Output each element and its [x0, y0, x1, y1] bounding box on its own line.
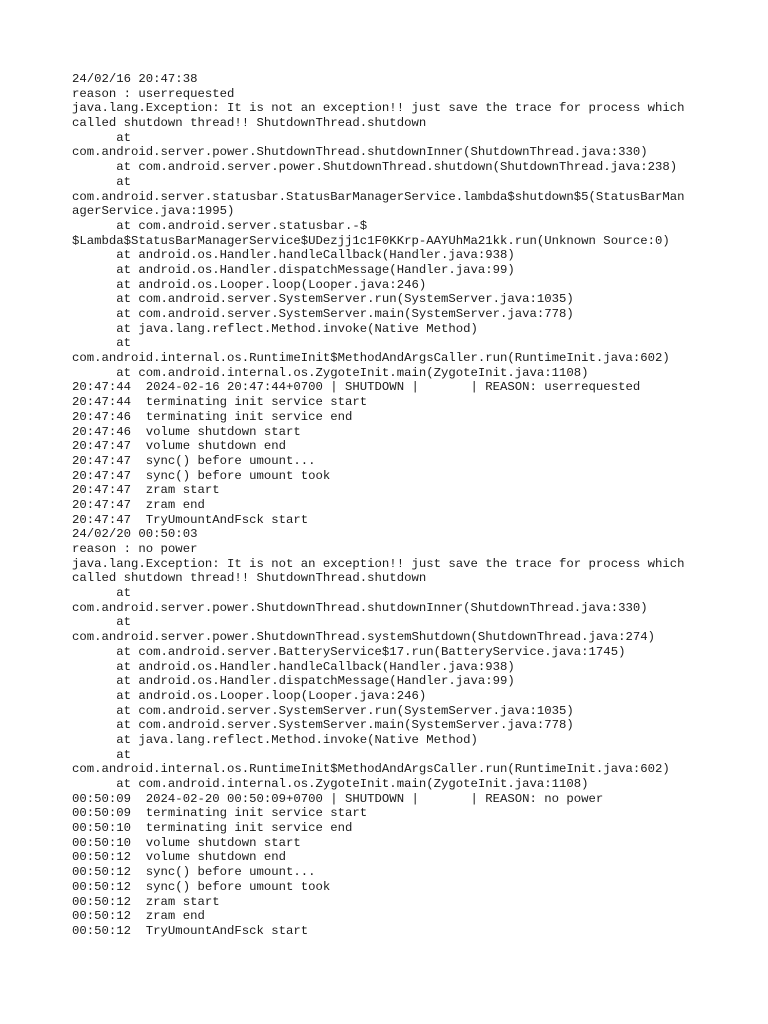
log-line: 00:50:10 terminating init service end — [72, 821, 353, 836]
log-line: at — [72, 174, 132, 189]
log-line: 00:50:12 volume shutdown end — [72, 850, 287, 865]
log-line: reason : userrequested — [72, 86, 235, 101]
log-line: com.android.internal.os.RuntimeInit$MethodAndArgsCaller.run(RuntimeInit.java:602) — [72, 762, 670, 777]
log-line: at — [72, 336, 132, 351]
log-line: at java.lang.reflect.Method.invoke(Native Method) — [72, 732, 478, 747]
log-line: 20:47:46 volume shutdown start — [72, 424, 301, 439]
log-line: agerService.java:1995) — [72, 204, 235, 219]
log-line: at android.os.Handler.handleCallback(Handler.java:938) — [72, 659, 515, 674]
log-line: at com.android.server.statusbar.-$ — [72, 218, 368, 233]
log-line: 00:50:12 sync() before umount... — [72, 865, 316, 880]
log-line: com.android.server.power.ShutdownThread.shutdownInner(ShutdownThread.java:330) — [72, 600, 648, 615]
log-line: at com.android.internal.os.ZygoteInit.main(ZygoteInit.java:1108) — [72, 777, 589, 791]
log-line: java.lang.Exception: It is not an exception!! just save the trace for process which — [72, 101, 685, 116]
log-line: 20:47:47 zram start — [72, 483, 220, 498]
log-line: 00:50:10 volume shutdown start — [72, 835, 301, 850]
log-line: at android.os.Handler.handleCallback(Handler.java:938) — [72, 248, 515, 263]
log-line: called shutdown thread!! ShutdownThread.shutdown — [72, 116, 427, 131]
log-line: at com.android.server.SystemServer.run(SystemServer.java:1035) — [72, 703, 574, 718]
log-line: 20:47:44 2024-02-16 20:47:44+0700 | SHUTDOWN | | REASON: userrequested — [72, 380, 641, 395]
log-line: at com.android.server.BatteryService$17.run(BatteryService.java:1745) — [72, 644, 626, 659]
log-line: 00:50:12 TryUmountAndFsck start — [72, 923, 309, 938]
log-line: 00:50:09 terminating init service start — [72, 806, 368, 821]
log-line: at com.android.server.SystemServer.run(SystemServer.java:1035) — [72, 292, 574, 307]
log-line: 20:47:47 sync() before umount... — [72, 453, 316, 468]
log-line: com.android.server.power.ShutdownThread.systemShutdown(ShutdownThread.java:274) — [72, 630, 655, 645]
log-line: $Lambda$StatusBarManagerService$UDezjj1c1F0KKrp-AAYUhMa21kk.run(Unknown Source:0) — [72, 233, 670, 248]
log-line: at com.android.server.power.ShutdownThread.shutdown(ShutdownThread.java:238) — [72, 160, 678, 175]
log-line: 24/02/16 20:47:38 — [72, 72, 198, 86]
log-line: 24/02/20 00:50:03 — [72, 527, 198, 542]
log-line: com.android.server.statusbar.StatusBarManagerService.lambda$shutdown$5(StatusBarMan — [72, 189, 685, 204]
log-line: at — [72, 615, 132, 630]
log-line: 20:47:44 terminating init service start — [72, 395, 368, 410]
log-line: 00:50:12 sync() before umount took — [72, 879, 331, 894]
log-line: at android.os.Looper.loop(Looper.java:246) — [72, 277, 427, 292]
log-line: at com.android.server.SystemServer.main(SystemServer.java:778) — [72, 307, 574, 321]
log-line: 20:47:47 TryUmountAndFsck start — [72, 512, 309, 527]
log-line: at android.os.Handler.dispatchMessage(Handler.java:99) — [72, 262, 515, 277]
log-line: at android.os.Handler.dispatchMessage(Handler.java:99) — [72, 674, 515, 689]
log-line: 20:47:47 sync() before umount took — [72, 468, 331, 483]
log-line: 20:47:47 volume shutdown end — [72, 439, 287, 454]
log-line: 20:47:46 terminating init service end — [72, 409, 353, 424]
log-line: at android.os.Looper.loop(Looper.java:246) — [72, 688, 427, 703]
log-line: at java.lang.reflect.Method.invoke(Native Method) — [72, 321, 478, 336]
log-line: 00:50:12 zram start — [72, 894, 220, 909]
log-line: 20:47:47 zram end — [72, 497, 205, 512]
log-line: at com.android.server.SystemServer.main(SystemServer.java:778) — [72, 718, 574, 733]
log-line: com.android.server.power.ShutdownThread.shutdownInner(ShutdownThread.java:330) — [72, 145, 648, 160]
log-line: at — [72, 586, 132, 601]
log-line: at — [72, 747, 132, 762]
log-document — [72, 72, 712, 939]
log-line: at com.android.internal.os.ZygoteInit.main(ZygoteInit.java:1108) — [72, 365, 589, 380]
log-line: com.android.internal.os.RuntimeInit$MethodAndArgsCaller.run(RuntimeInit.java:602) — [72, 351, 670, 366]
log-line: 00:50:12 zram end — [72, 909, 205, 924]
log-line: reason : no power — [72, 542, 198, 556]
log-line: called shutdown thread!! ShutdownThread.shutdown — [72, 571, 427, 586]
log-line: at — [72, 130, 132, 145]
log-line: 00:50:09 2024-02-20 00:50:09+0700 | SHUTDOWN | | REASON: no power — [72, 791, 604, 806]
log-line: java.lang.Exception: It is not an exception!! just save the trace for process which — [72, 556, 685, 571]
